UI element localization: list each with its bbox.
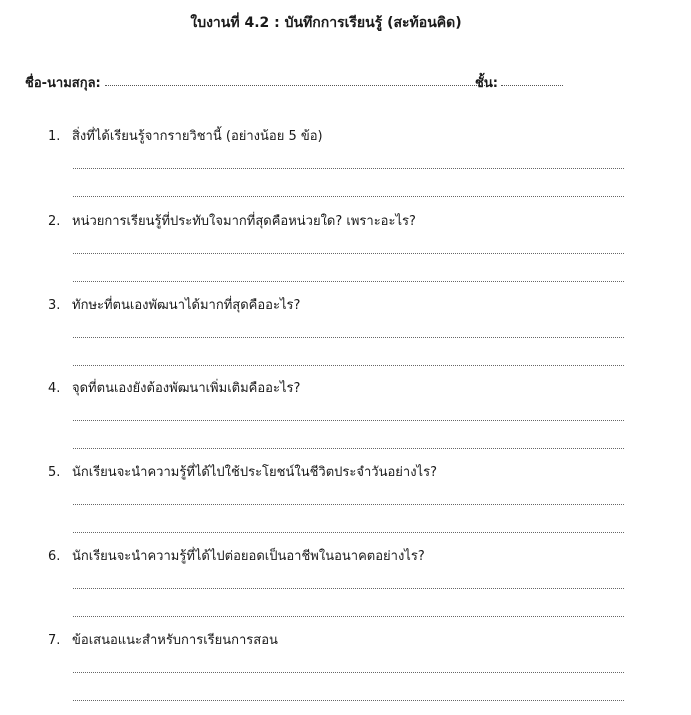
- question-5: [48, 464, 628, 482]
- question-text: [48, 297, 628, 315]
- question-number: 2.: [48, 214, 61, 229]
- question-number: 5.: [48, 465, 61, 480]
- question-label: สิ่งที่ได้เรียนรู้จากรายวิชานี้ (อย่างน้อย 5 ข้อ): [72, 129, 323, 144]
- question-2: [48, 213, 628, 231]
- answer-line[interactable]: [73, 196, 624, 197]
- answer-line[interactable]: [73, 532, 624, 533]
- answer-line[interactable]: [73, 700, 624, 701]
- worksheet-title: ใบงานที่ 4.2 : บันทึกการเรียนรู้ (สะท้อนคิด): [190, 15, 462, 31]
- question-label: หน่วยการเรียนรู้ที่ประทับใจมากที่สุดคือหน่วยใด? เพราะอะไร?: [72, 214, 416, 229]
- question-label: ข้อเสนอแนะสำหรับการเรียนการสอน: [72, 633, 278, 648]
- question-text: [48, 548, 628, 566]
- question-label: จุดที่ตนเองยังต้องพัฒนาเพิ่มเติมคืออะไร?: [72, 381, 301, 396]
- answer-line[interactable]: [73, 448, 624, 449]
- question-text: [48, 380, 628, 398]
- name-label: ชื่อ-นามสกุล:: [25, 76, 101, 91]
- answer-line[interactable]: [73, 420, 624, 421]
- question-text: [48, 464, 628, 482]
- class-answer-line[interactable]: [501, 85, 563, 86]
- class-label: ชั้น:: [475, 76, 498, 91]
- answer-line[interactable]: [73, 281, 624, 282]
- question-4: [48, 380, 628, 398]
- answer-line[interactable]: [73, 616, 624, 617]
- question-label: นักเรียนจะนำความรู้ที่ได้ไปใช้ประโยชน์ในชีวิตประจำวันอย่างไร?: [72, 465, 437, 480]
- question-label: นักเรียนจะนำความรู้ที่ได้ไปต่อยอดเป็นอาชีพในอนาคตอย่างไร?: [72, 549, 425, 564]
- question-label: ทักษะที่ตนเองพัฒนาได้มากที่สุดคืออะไร?: [72, 298, 301, 313]
- answer-line[interactable]: [73, 504, 624, 505]
- question-text: [48, 128, 628, 146]
- question-number: 7.: [48, 633, 61, 648]
- question-6: [48, 548, 628, 566]
- question-3: [48, 297, 628, 315]
- question-number: 1.: [48, 129, 61, 144]
- question-1: [48, 128, 628, 146]
- question-number: 6.: [48, 549, 61, 564]
- name-answer-line[interactable]: [105, 85, 493, 86]
- answer-line[interactable]: [73, 337, 624, 338]
- question-7: [48, 632, 628, 650]
- answer-line[interactable]: [73, 672, 624, 673]
- question-number: 4.: [48, 381, 61, 396]
- answer-line[interactable]: [73, 365, 624, 366]
- answer-line[interactable]: [73, 253, 624, 254]
- question-number: 3.: [48, 298, 61, 313]
- question-text: [48, 632, 628, 650]
- question-text: [48, 213, 628, 231]
- answer-line[interactable]: [73, 168, 624, 169]
- student-info-row: [25, 72, 585, 92]
- answer-line[interactable]: [73, 588, 624, 589]
